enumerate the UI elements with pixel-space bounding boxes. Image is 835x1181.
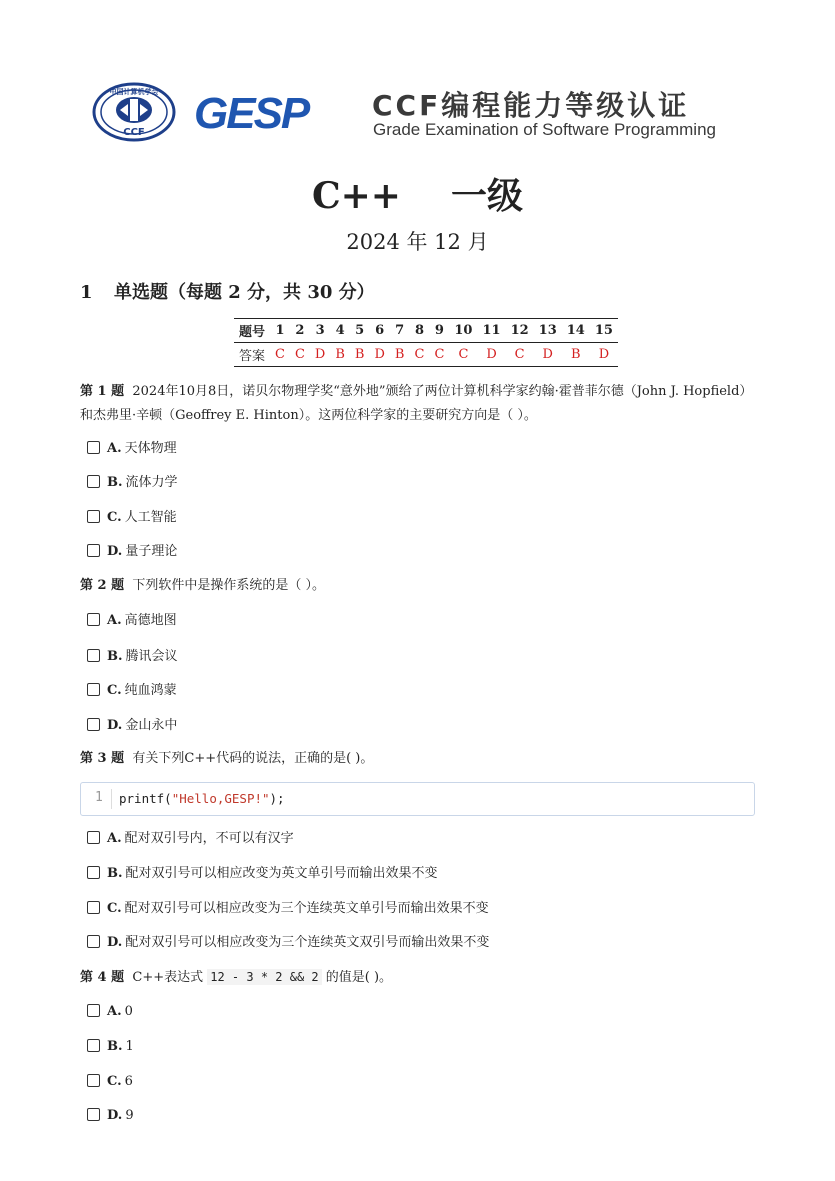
- question-number: 7: [390, 319, 410, 343]
- ccf-logo-text: CCF: [123, 127, 145, 138]
- question-4: [80, 965, 756, 990]
- option-1b[interactable]: [87, 474, 178, 492]
- answer-table-header-row: [234, 319, 618, 343]
- code-gutter-divider: [111, 789, 112, 809]
- code-line: [119, 791, 285, 806]
- answer-value: D: [310, 343, 330, 367]
- option-checkbox[interactable]: [87, 510, 100, 523]
- option-3d[interactable]: [87, 934, 489, 952]
- option-4b[interactable]: [87, 1038, 134, 1056]
- answer-value: D: [590, 343, 618, 367]
- answer-table-header-label: 题号: [234, 319, 270, 343]
- option-checkbox[interactable]: [87, 1004, 100, 1017]
- option-checkbox[interactable]: [87, 1039, 100, 1052]
- question-label: 第 2 题: [80, 578, 125, 593]
- answer-value: C: [449, 343, 477, 367]
- option-letter: B.: [107, 649, 123, 664]
- document-title: C++ 一级: [311, 175, 524, 217]
- option-4c[interactable]: [87, 1073, 133, 1091]
- option-text: 9: [125, 1108, 134, 1123]
- option-text: 腾讯会议: [125, 649, 178, 664]
- option-checkbox[interactable]: [87, 1108, 100, 1121]
- question-label: 第 1 题: [80, 384, 125, 399]
- option-letter: A.: [107, 441, 122, 456]
- option-2a[interactable]: [87, 612, 177, 630]
- option-letter: D.: [107, 1108, 123, 1123]
- option-letter: D.: [107, 935, 123, 950]
- option-1d[interactable]: [87, 543, 177, 561]
- answer-value: B: [350, 343, 370, 367]
- code-prefix: printf(: [119, 791, 172, 806]
- answer-value: D: [534, 343, 562, 367]
- option-letter: D.: [107, 544, 123, 559]
- option-text: 金山永中: [125, 718, 178, 733]
- option-text: 纯血鸿蒙: [124, 683, 177, 698]
- answer-key-table: [234, 318, 618, 367]
- option-letter: B.: [107, 866, 123, 881]
- option-letter: C.: [107, 1074, 122, 1089]
- answer-table-answer-row: [234, 343, 618, 367]
- option-checkbox[interactable]: [87, 866, 100, 879]
- answer-value: B: [562, 343, 590, 367]
- option-4a[interactable]: [87, 1003, 133, 1021]
- section-heading: [80, 278, 375, 304]
- option-text: 1: [125, 1039, 134, 1054]
- gesp-logo-text: GESP: [194, 89, 309, 136]
- question-number: 15: [590, 319, 618, 343]
- question-number: 10: [449, 319, 477, 343]
- page-header: [92, 82, 752, 146]
- question-text: 有关下列C++代码的说法，正确的是( )。: [132, 751, 374, 766]
- answer-value: C: [506, 343, 534, 367]
- option-letter: C.: [107, 683, 122, 698]
- answer-value: C: [429, 343, 449, 367]
- code-suffix: );: [269, 791, 285, 806]
- option-checkbox[interactable]: [87, 544, 100, 557]
- question-number: 14: [562, 319, 590, 343]
- option-text: 量子理论: [125, 544, 178, 559]
- question-label: 第 4 题: [80, 970, 125, 985]
- option-text: 配对双引号可以相应改变为英文单引号而输出效果不变: [125, 866, 438, 881]
- inline-code: 12 - 3 * 2 && 2: [207, 969, 321, 985]
- question-text-after: 的值是( )。: [325, 970, 393, 985]
- option-2b[interactable]: [87, 648, 178, 666]
- answer-value: B: [330, 343, 350, 367]
- gesp-logo: [192, 88, 342, 136]
- option-2c[interactable]: [87, 682, 177, 700]
- option-letter: A.: [107, 831, 122, 846]
- option-3a[interactable]: [87, 830, 294, 848]
- answer-value: D: [369, 343, 389, 367]
- option-letter: C.: [107, 510, 122, 525]
- section-title: 单选题（每题 2 分，共 30 分）: [114, 282, 375, 303]
- question-number: 4: [330, 319, 350, 343]
- option-1a[interactable]: [87, 440, 177, 458]
- option-4d[interactable]: [87, 1107, 134, 1125]
- question-number: 11: [477, 319, 505, 343]
- option-text: 人工智能: [124, 510, 177, 525]
- question-number: 13: [534, 319, 562, 343]
- question-label: 第 3 题: [80, 751, 125, 766]
- question-3: [80, 747, 756, 771]
- code-block[interactable]: [80, 782, 755, 816]
- option-checkbox[interactable]: [87, 935, 100, 948]
- option-checkbox[interactable]: [87, 901, 100, 914]
- code-string: "Hello,GESP!": [171, 791, 270, 806]
- question-number: 1: [270, 319, 290, 343]
- option-letter: D.: [107, 718, 123, 733]
- answer-value: B: [390, 343, 410, 367]
- option-text: 0: [124, 1004, 133, 1019]
- question-number: 6: [369, 319, 389, 343]
- option-text: 配对双引号可以相应改变为三个连续英文单引号而输出效果不变: [124, 901, 489, 916]
- answer-value: C: [409, 343, 429, 367]
- question-2: [80, 574, 756, 598]
- question-text-before: C++表达式: [132, 970, 204, 985]
- option-letter: A.: [107, 1004, 122, 1019]
- option-2d[interactable]: [87, 717, 177, 735]
- option-letter: C.: [107, 901, 122, 916]
- ccf-ring-text: 中国计算机学会: [109, 88, 159, 96]
- question-number: 12: [506, 319, 534, 343]
- option-checkbox[interactable]: [87, 683, 100, 696]
- option-1c[interactable]: [87, 509, 177, 527]
- option-text: 配对双引号可以相应改变为三个连续英文双引号而输出效果不变: [125, 935, 490, 950]
- option-checkbox[interactable]: [87, 441, 100, 454]
- option-letter: B.: [107, 1039, 123, 1054]
- option-checkbox[interactable]: [87, 613, 100, 626]
- option-text: 天体物理: [124, 441, 177, 456]
- option-3c[interactable]: [87, 900, 489, 918]
- question-1: [80, 380, 756, 428]
- section-number: 1: [80, 282, 93, 303]
- option-checkbox[interactable]: [87, 831, 100, 844]
- answer-value: C: [290, 343, 310, 367]
- document-date: 2024 年 12 月: [346, 230, 489, 254]
- option-text: 高德地图: [124, 613, 177, 628]
- answer-value: D: [477, 343, 505, 367]
- option-checkbox[interactable]: [87, 718, 100, 731]
- question-number: 2: [290, 319, 310, 343]
- option-letter: A.: [107, 613, 122, 628]
- option-checkbox[interactable]: [87, 475, 100, 488]
- option-text: 6: [124, 1074, 133, 1089]
- option-checkbox[interactable]: [87, 1074, 100, 1087]
- question-number: 8: [409, 319, 429, 343]
- answer-table-answer-label: 答案: [234, 343, 270, 367]
- question-number: 9: [429, 319, 449, 343]
- option-text: 配对双引号内，不可以有汉字: [124, 831, 294, 846]
- certification-title: CCF编程能力等级认证: [372, 89, 690, 122]
- question-number: 5: [350, 319, 370, 343]
- certification-subtitle: Grade Examination of Software Programming: [373, 120, 716, 139]
- option-text: 流体力学: [125, 475, 178, 490]
- ccf-logo: [92, 82, 176, 142]
- code-line-number: 1: [95, 790, 103, 805]
- option-letter: B.: [107, 475, 123, 490]
- question-number: 3: [310, 319, 330, 343]
- question-text: 2024年10月8日，诺贝尔物理学奖“意外地”颁给了两位计算机科学家约翰·霍普菲尔德（John J. Hopfield）和杰弗里·辛顿（Geoffrey E. Hinton）。这两位科学家的主要研究方向是（ ）。: [80, 384, 753, 423]
- option-3b[interactable]: [87, 865, 438, 883]
- question-text: 下列软件中是操作系统的是（ ）。: [132, 578, 326, 593]
- answer-value: C: [270, 343, 290, 367]
- option-checkbox[interactable]: [87, 649, 100, 662]
